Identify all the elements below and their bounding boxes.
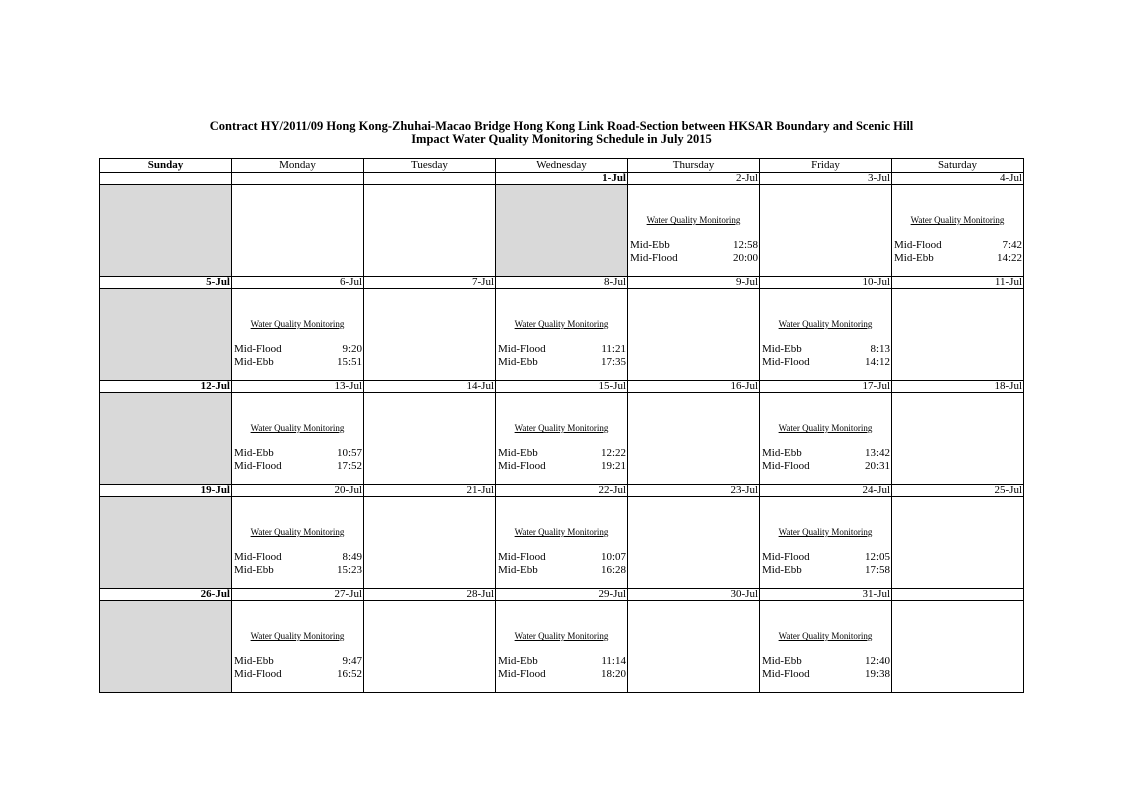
date-label: 15-Jul — [496, 381, 628, 393]
date-label: 22-Jul — [496, 485, 628, 497]
tide-time: 9:47 — [342, 655, 362, 667]
tide-time: 8:49 — [342, 551, 362, 563]
day-cell — [364, 185, 496, 277]
day-cell — [100, 185, 232, 277]
tide-label: Mid-Flood — [630, 252, 678, 264]
day-cell — [496, 393, 628, 485]
date-label: 16-Jul — [628, 381, 760, 393]
day-cell — [100, 497, 232, 589]
date-label: 4-Jul — [892, 173, 1024, 185]
date-label: 27-Jul — [232, 589, 364, 601]
tide-time: 15:23 — [336, 564, 362, 576]
day-cell — [100, 393, 232, 485]
tide-time: 11:21 — [601, 343, 626, 355]
date-label: 12-Jul — [100, 381, 232, 393]
tide-label: Mid-Ebb — [762, 343, 802, 355]
day-cell — [232, 497, 364, 589]
day-cell — [628, 497, 760, 589]
title-line-1: Contract HY/2011/09 Hong Kong-Zhuhai-Macao Bridge Hong Kong Link Road-Section between HKSAR Boundary and Scenic Hill — [209, 119, 914, 133]
date-label — [100, 173, 232, 185]
week-dates-row — [100, 277, 1024, 289]
tide-time: 7:42 — [1002, 239, 1022, 251]
tide-label: Mid-Flood — [234, 668, 282, 680]
date-label: 31-Jul — [760, 589, 892, 601]
tide-time: 12:40 — [864, 655, 890, 667]
date-label: 26-Jul — [100, 589, 232, 601]
activity-label: Water Quality Monitoring — [250, 423, 345, 433]
date-label — [364, 173, 496, 185]
tide-time: 12:05 — [864, 551, 890, 563]
week-dates-row — [100, 173, 1024, 185]
day-cell — [496, 289, 628, 381]
day-cell — [364, 601, 496, 693]
tide-time: 10:07 — [600, 551, 626, 563]
date-label: 30-Jul — [628, 589, 760, 601]
tide-label: Mid-Flood — [894, 239, 942, 251]
tide-time: 14:12 — [864, 356, 890, 368]
monitoring-calendar — [99, 158, 1024, 693]
date-label: 29-Jul — [496, 589, 628, 601]
tide-label: Mid-Ebb — [498, 356, 538, 368]
day-cell — [496, 601, 628, 693]
tide-label: Mid-Flood — [762, 356, 810, 368]
tide-label: Mid-Ebb — [762, 564, 802, 576]
title-line-2: Impact Water Quality Monitoring Schedule in July 2015 — [411, 132, 712, 146]
date-label: 5-Jul — [100, 277, 232, 289]
tide-label: Mid-Flood — [234, 551, 282, 563]
date-label: 11-Jul — [892, 277, 1024, 289]
day-cell — [892, 601, 1024, 693]
day-cell — [100, 289, 232, 381]
tide-time: 15:51 — [336, 356, 362, 368]
date-label — [892, 589, 1024, 601]
day-cell — [232, 289, 364, 381]
date-label: 21-Jul — [364, 485, 496, 497]
date-label: 18-Jul — [892, 381, 1024, 393]
weekday-header: Sunday — [100, 159, 232, 173]
tide-time: 13:42 — [864, 447, 890, 459]
date-label: 25-Jul — [892, 485, 1024, 497]
tide-time: 18:20 — [600, 668, 626, 680]
day-cell — [496, 185, 628, 277]
week-dates-row — [100, 485, 1024, 497]
activity-label: Water Quality Monitoring — [778, 319, 873, 329]
tide-label: Mid-Ebb — [762, 655, 802, 667]
weekday-header-row — [100, 159, 1024, 173]
tide-label: Mid-Flood — [498, 343, 546, 355]
tide-label: Mid-Flood — [762, 551, 810, 563]
date-label: 20-Jul — [232, 485, 364, 497]
date-label: 2-Jul — [628, 173, 760, 185]
weekday-header: Thursday — [628, 159, 760, 173]
tide-time: 16:28 — [600, 564, 626, 576]
activity-label: Water Quality Monitoring — [514, 631, 609, 641]
tide-time: 17:58 — [864, 564, 890, 576]
day-cell — [760, 497, 892, 589]
activity-label: Water Quality Monitoring — [778, 423, 873, 433]
tide-label: Mid-Flood — [498, 551, 546, 563]
tide-time: 11:14 — [601, 655, 626, 667]
date-label: 28-Jul — [364, 589, 496, 601]
weekday-header: Monday — [232, 159, 364, 173]
tide-label: Mid-Ebb — [630, 239, 670, 251]
date-label: 8-Jul — [496, 277, 628, 289]
week-dates-row — [100, 589, 1024, 601]
tide-label: Mid-Ebb — [234, 447, 274, 459]
tide-label: Mid-Flood — [762, 668, 810, 680]
week-body-row — [100, 393, 1024, 485]
day-cell — [364, 393, 496, 485]
tide-time: 17:35 — [600, 356, 626, 368]
weekday-header: Saturday — [892, 159, 1024, 173]
date-label: 24-Jul — [760, 485, 892, 497]
day-cell — [100, 601, 232, 693]
tide-time: 20:31 — [864, 460, 890, 472]
tide-time: 19:21 — [600, 460, 626, 472]
day-cell — [892, 289, 1024, 381]
tide-time: 20:00 — [732, 252, 758, 264]
tide-time: 12:58 — [732, 239, 758, 251]
date-label: 7-Jul — [364, 277, 496, 289]
date-label: 17-Jul — [760, 381, 892, 393]
day-cell — [364, 497, 496, 589]
weekday-header: Tuesday — [364, 159, 496, 173]
tide-label: Mid-Ebb — [498, 564, 538, 576]
tide-time: 9:20 — [342, 343, 362, 355]
tide-label: Mid-Flood — [498, 460, 546, 472]
tide-label: Mid-Ebb — [498, 655, 538, 667]
date-label: 23-Jul — [628, 485, 760, 497]
day-cell — [892, 497, 1024, 589]
tide-time: 12:22 — [600, 447, 626, 459]
day-cell — [628, 289, 760, 381]
tide-time: 19:38 — [864, 668, 890, 680]
tide-label: Mid-Ebb — [498, 447, 538, 459]
day-cell — [760, 289, 892, 381]
day-cell — [232, 185, 364, 277]
activity-label: Water Quality Monitoring — [250, 527, 345, 537]
day-cell — [628, 185, 760, 277]
day-cell — [628, 601, 760, 693]
activity-label: Water Quality Monitoring — [514, 527, 609, 537]
tide-label: Mid-Ebb — [894, 252, 934, 264]
date-label: 19-Jul — [100, 485, 232, 497]
day-cell — [628, 393, 760, 485]
activity-label: Water Quality Monitoring — [778, 527, 873, 537]
day-cell — [892, 393, 1024, 485]
day-cell — [364, 289, 496, 381]
day-cell — [760, 185, 892, 277]
activity-label: Water Quality Monitoring — [250, 319, 345, 329]
date-label: 3-Jul — [760, 173, 892, 185]
tide-label: Mid-Flood — [234, 343, 282, 355]
tide-time: 16:52 — [336, 668, 362, 680]
day-cell — [232, 601, 364, 693]
activity-label: Water Quality Monitoring — [250, 631, 345, 641]
activity-label: Water Quality Monitoring — [778, 631, 873, 641]
day-cell — [760, 601, 892, 693]
tide-label: Mid-Flood — [498, 668, 546, 680]
date-label: 6-Jul — [232, 277, 364, 289]
weekday-header: Friday — [760, 159, 892, 173]
day-cell — [496, 497, 628, 589]
week-body-row — [100, 289, 1024, 381]
week-body-row — [100, 601, 1024, 693]
tide-time: 17:52 — [336, 460, 362, 472]
date-label: 10-Jul — [760, 277, 892, 289]
activity-label: Water Quality Monitoring — [514, 423, 609, 433]
date-label: 1-Jul — [496, 173, 628, 185]
week-dates-row — [100, 381, 1024, 393]
tide-time: 10:57 — [336, 447, 362, 459]
tide-time: 8:13 — [870, 343, 890, 355]
day-cell — [892, 185, 1024, 277]
week-body-row — [100, 497, 1024, 589]
date-label — [232, 173, 364, 185]
tide-label: Mid-Ebb — [234, 356, 274, 368]
tide-label: Mid-Ebb — [234, 655, 274, 667]
weekday-header: Wednesday — [496, 159, 628, 173]
tide-label: Mid-Flood — [762, 460, 810, 472]
tide-time: 14:22 — [996, 252, 1022, 264]
activity-label: Water Quality Monitoring — [910, 215, 1005, 225]
day-cell — [232, 393, 364, 485]
activity-label: Water Quality Monitoring — [646, 215, 741, 225]
day-cell — [760, 393, 892, 485]
week-body-row — [100, 185, 1024, 277]
tide-label: Mid-Ebb — [234, 564, 274, 576]
activity-label: Water Quality Monitoring — [514, 319, 609, 329]
document-title — [0, 120, 1123, 146]
date-label: 13-Jul — [232, 381, 364, 393]
tide-label: Mid-Flood — [234, 460, 282, 472]
date-label: 14-Jul — [364, 381, 496, 393]
date-label: 9-Jul — [628, 277, 760, 289]
tide-label: Mid-Ebb — [762, 447, 802, 459]
